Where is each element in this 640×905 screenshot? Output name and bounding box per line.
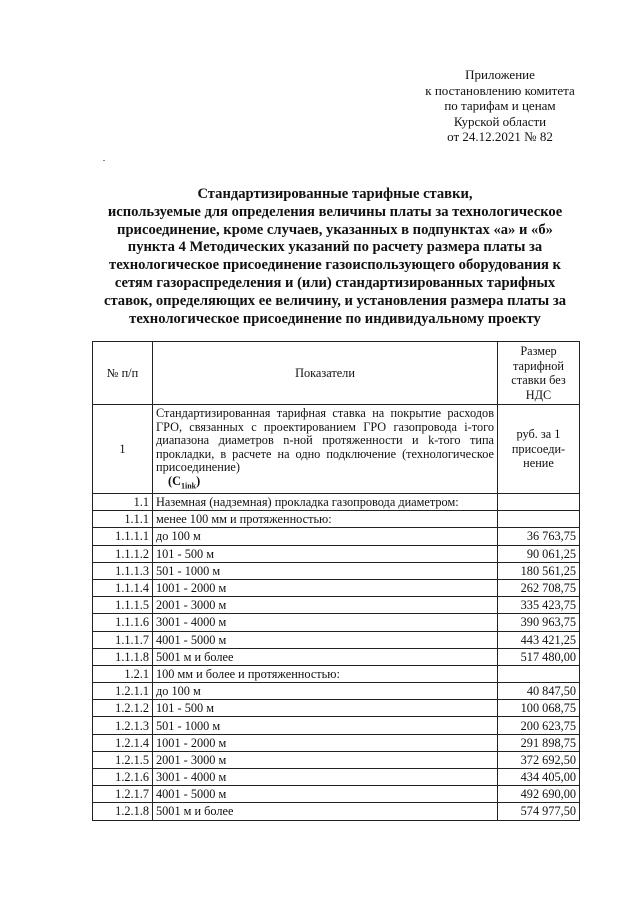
header-num: № п/п [93, 342, 153, 405]
row-num: 1.2.1.3 [93, 717, 153, 734]
row-indicator: 3001 - 4000 м [153, 614, 498, 631]
table-row [93, 528, 580, 545]
title-line: сетям газораспределения и (или) стандартизированных тарифных [114, 274, 556, 291]
row-value: 262 708,75 [498, 579, 580, 596]
table-row [93, 545, 580, 562]
row-num: 1.2.1.1 [93, 683, 153, 700]
table-row [93, 597, 580, 614]
row-num: 1.1.1.8 [93, 648, 153, 665]
rate-symbol: $(С_{1ink})$ [168, 473, 201, 491]
row-indicator: менее 100 мм и протяженностью: [153, 511, 498, 528]
table-row [93, 700, 580, 717]
row-value: 90 061,25 [498, 545, 580, 562]
table-row [93, 614, 580, 631]
main-indicator-text: Стандартизированная тарифная ставка на покрытие расходов ГРО, связанных с проектированием ГРО газопровода i-того диапазона диаметров n-ной протяженности и k-того типа прокладки, в расчете на одно подключение (технологическое присоединение) [156, 406, 494, 475]
scan-speck [103, 160, 105, 161]
row-value: 36 763,75 [498, 528, 580, 545]
row-num: 1.2.1.8 [93, 803, 153, 820]
row-value: 492 690,00 [498, 786, 580, 803]
row-value [498, 511, 580, 528]
title-line: ставок, определяющих ее величину, и установления размера платы за [103, 292, 567, 309]
table-row [93, 562, 580, 579]
table-row [93, 683, 580, 700]
row-value [498, 494, 580, 511]
header-indicators: Показатели [153, 342, 498, 405]
row-indicator: 4001 - 5000 м [153, 786, 498, 803]
row-num: 1.1.1.5 [93, 597, 153, 614]
row-indicator: 101 - 500 м [153, 700, 498, 717]
table-row [93, 631, 580, 648]
title-line: Стандартизированные тарифные ставки, [197, 186, 473, 202]
appendix-line: Курской области [453, 113, 547, 129]
row-value: 443 421,25 [498, 631, 580, 648]
title-line: технологическое присоединение по индивидуальному проекту [129, 310, 541, 327]
row-indicator: до 100 м [153, 528, 498, 545]
row-num: 1.1.1.3 [93, 562, 153, 579]
table-row [93, 786, 580, 803]
table-row [93, 769, 580, 786]
table-header-row [93, 342, 580, 405]
title-line: технологическое присоединение газоиспользующего оборудования к [109, 257, 561, 274]
table-row [93, 648, 580, 665]
appendix-line: от 24.12.2021 № 82 [447, 129, 553, 144]
row-value: 517 480,00 [498, 648, 580, 665]
row-num: 1.1.1.2 [93, 545, 153, 562]
row-value: 335 423,75 [498, 597, 580, 614]
row-value: 291 898,75 [498, 734, 580, 751]
row-num: 1.1 [93, 494, 153, 511]
row-value [498, 665, 580, 682]
appendix-line: Приложение [465, 67, 535, 82]
row-indicator: 3001 - 4000 м [153, 769, 498, 786]
row-indicator: 5001 м и более [153, 803, 498, 820]
row-indicator: 501 - 1000 м [153, 717, 498, 734]
appendix-line: по тарифам и ценам [444, 98, 556, 113]
row-num: 1.1.1.1 [93, 528, 153, 545]
row-num: 1.1.1.4 [93, 579, 153, 596]
row-indicator: Наземная (надземная) прокладка газопровода диаметром: [153, 494, 498, 511]
title-line: пункта 4 Методических указаний по расчету размера платы за [127, 239, 543, 256]
table-row [93, 579, 580, 596]
main-indicator-row [93, 405, 580, 494]
table-row [93, 751, 580, 768]
row-indicator: 1001 - 2000 м [153, 734, 498, 751]
row-indicator: 4001 - 5000 м [153, 631, 498, 648]
row-num: 1.1.1 [93, 511, 153, 528]
row-num: 1 [93, 405, 153, 494]
row-value: 180 561,25 [498, 562, 580, 579]
table-row [93, 494, 580, 511]
row-num: 1.2.1.5 [93, 751, 153, 768]
row-indicator: 2001 - 3000 м [153, 751, 498, 768]
row-indicator: 1001 - 2000 м [153, 579, 498, 596]
appendix-line: к постановлению комитета [425, 82, 575, 98]
table-row [93, 717, 580, 734]
row-value: 574 977,50 [498, 803, 580, 820]
table-row [93, 511, 580, 528]
tariff-table [92, 341, 580, 821]
table-row [93, 803, 580, 820]
table-row [93, 734, 580, 751]
row-num: 1.2.1.4 [93, 734, 153, 751]
row-value: 40 847,50 [498, 683, 580, 700]
appendix-note [410, 67, 590, 145]
row-value: 200 623,75 [498, 717, 580, 734]
table-row [93, 665, 580, 682]
row-indicator: 5001 м и более [153, 648, 498, 665]
row-indicator: 101 - 500 м [153, 545, 498, 562]
unit-cell: руб. за 1 присоеди-нение [498, 405, 580, 494]
row-value: 434 405,00 [498, 769, 580, 786]
row-value: 100 068,75 [498, 700, 580, 717]
row-indicator: 501 - 1000 м [153, 562, 498, 579]
row-num: 1.1.1.6 [93, 614, 153, 631]
document-title [85, 186, 585, 328]
row-num: 1.2.1.2 [93, 700, 153, 717]
title-line: присоединение, кроме случаев, указанных в подпунктах «а» и «б» [117, 221, 553, 238]
row-num: 1.1.1.7 [93, 631, 153, 648]
row-indicator [153, 405, 498, 494]
row-value: 390 963,75 [498, 614, 580, 631]
row-indicator: до 100 м [153, 683, 498, 700]
header-rate: Размер тарифной ставки без НДС [498, 342, 580, 405]
title-line: используемые для определения величины платы за технологическое [107, 203, 563, 220]
row-value: 372 692,50 [498, 751, 580, 768]
row-num: 1.2.1.7 [93, 786, 153, 803]
row-num: 1.2.1.6 [93, 769, 153, 786]
row-num: 1.2.1 [93, 665, 153, 682]
row-indicator: 2001 - 3000 м [153, 597, 498, 614]
row-indicator: 100 мм и более и протяженностью: [153, 665, 498, 682]
